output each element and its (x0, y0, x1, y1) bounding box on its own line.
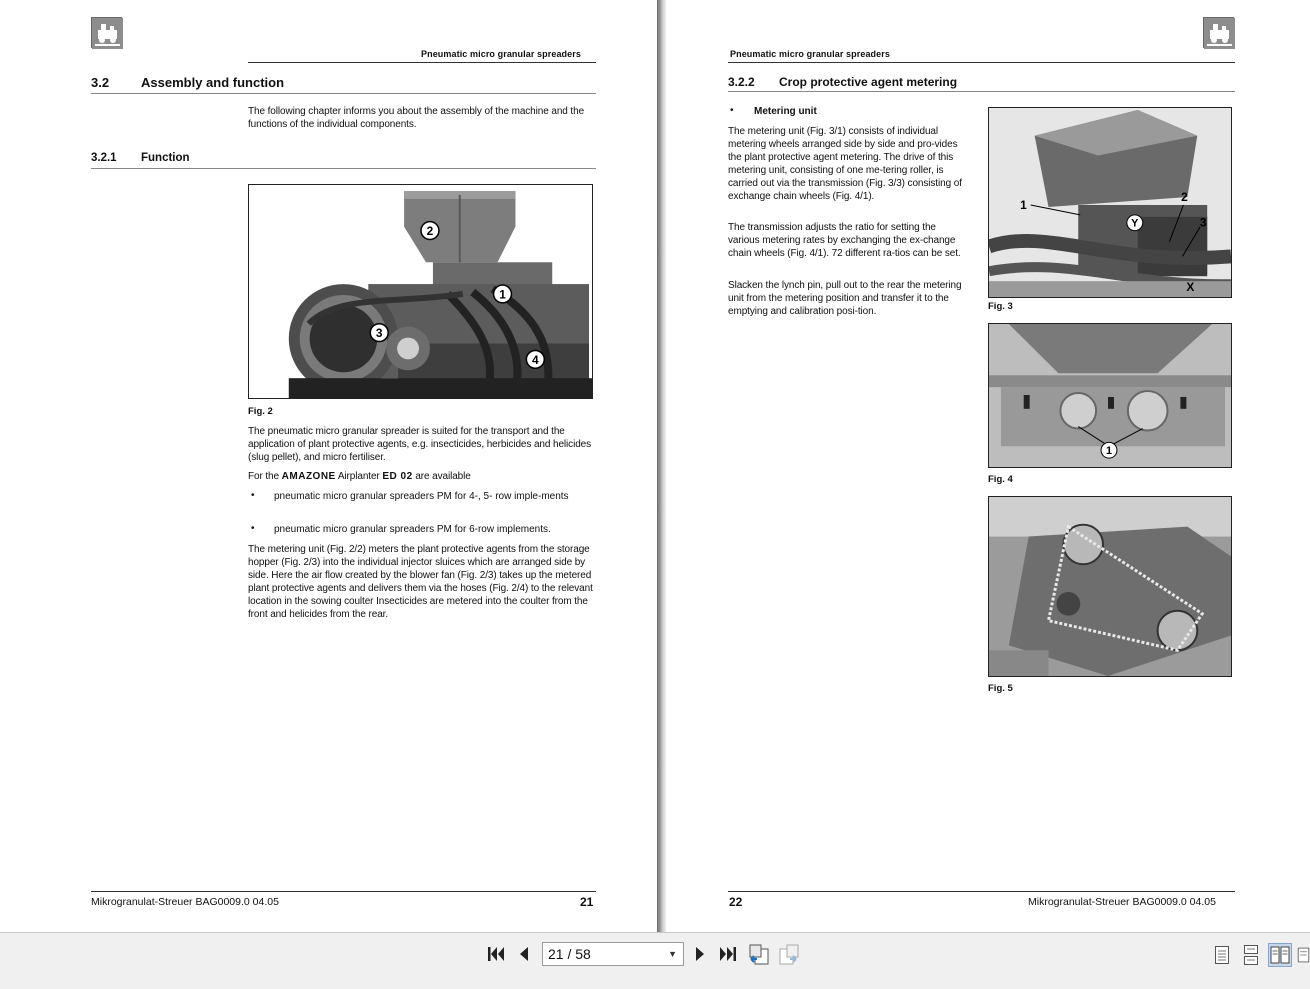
subsection-title: Crop protective agent metering (779, 75, 958, 89)
fig5-caption: Fig. 5 (988, 683, 1013, 694)
para2-suffix: are available (412, 471, 471, 482)
first-page-button[interactable] (486, 943, 506, 965)
next-page-button[interactable] (692, 943, 708, 965)
last-page-icon (719, 946, 737, 962)
callout-3: 3 (375, 326, 383, 341)
subsection-rule (91, 168, 596, 169)
paragraph-2 (248, 471, 598, 484)
page-21 (0, 0, 657, 932)
fig4-caption: Fig. 4 (988, 474, 1013, 485)
subsection-number: 3.2.2 (728, 75, 755, 89)
callout-1: 1 (1105, 445, 1113, 458)
page-number-select[interactable] (542, 942, 684, 966)
callout-3: 3 (1199, 215, 1207, 230)
go-back-icon (748, 943, 770, 965)
para2-model-prefix: Airplanter (335, 471, 383, 482)
callout-1: 1 (499, 287, 506, 302)
bullet-item-2: pneumatic micro granular spreaders PM for 6-row implements. (274, 524, 551, 535)
go-forward-button[interactable] (777, 943, 801, 965)
continuous-view-icon (1243, 945, 1259, 965)
page-display: 21 / 58 (548, 946, 591, 962)
footer-doc-id: Mikrogranulat-Streuer BAG0009.0 04.05 (1028, 896, 1216, 908)
footer-page-number: 21 (580, 895, 594, 909)
callout-4: 4 (532, 352, 539, 367)
header-rule (248, 62, 596, 63)
callout-2: 2 (1181, 190, 1188, 205)
prev-page-button[interactable] (516, 943, 532, 965)
fig2-caption: Fig. 2 (248, 406, 273, 417)
callout-2: 2 (426, 224, 434, 239)
next-page-icon (694, 946, 706, 962)
viewer-toolbar (0, 932, 1310, 989)
go-forward-icon (778, 943, 800, 965)
running-head: Pneumatic micro granular spreaders (730, 49, 890, 59)
fig4-photo (988, 323, 1232, 468)
fig3-photo (988, 107, 1232, 298)
section-number: 3.2 (91, 75, 110, 90)
first-page-icon (487, 946, 505, 962)
callout-1: 1 (1020, 197, 1027, 212)
intro-paragraph: The following chapter informs you about the assembly of the machine and the functions of the individual components. (248, 106, 585, 130)
bullet-title: Metering unit (754, 106, 817, 117)
bullet-dot: • (251, 523, 255, 534)
single-page-view-icon (1214, 945, 1230, 965)
subsection-rule (728, 91, 1235, 92)
prev-page-icon (518, 946, 530, 962)
paragraph-3: Slacken the lynch pin, pull out to the rear the metering unit from the metering position and transfer it to the emptying and calibration posi-tion. (728, 280, 962, 317)
footer-rule (91, 891, 596, 892)
amazone-brand: AMAZONE (281, 471, 336, 482)
callout-y: Y (1131, 217, 1139, 230)
fig2-photo (248, 184, 593, 399)
subsection-number: 3.2.1 (91, 152, 117, 164)
callout-x: X (1186, 280, 1195, 295)
paragraph-2: The transmission adjusts the ratio for setting the various metering rates by exchanging the ex-change chain wheels (Fig. 4/1). 72 different ra-tios can be set. (728, 222, 961, 259)
section-rule (91, 93, 596, 94)
subsection-title: Function (141, 152, 190, 164)
two-page-view-icon (1270, 946, 1290, 964)
fig5-photo (988, 496, 1232, 677)
page-gutter (657, 0, 666, 932)
chevron-down-icon: ▼ (668, 949, 677, 959)
amazone-logo (1203, 17, 1234, 48)
last-page-button[interactable] (718, 943, 738, 965)
section-title: Assembly and function (141, 75, 285, 90)
single-page-view-button[interactable] (1210, 943, 1234, 967)
paragraph-1: The pneumatic micro granular spreader is suited for the transport and the application of plant protective agents, e.g. insecticides, herbicides and helicides (slug pellet), and micro fertiliser. (248, 426, 592, 463)
amazone-logo (91, 17, 122, 48)
paragraph-3: The metering unit (Fig. 2/2) meters the plant protective agents from the storage hopper (Fig. 2/3) into the individual injector sluices which are arranged side by side. Here the air flow created by the blower fan (Fig. 2/3) takes up the metered plant protective agents and delivers them via the hoses (Fig. 2/4) to the relevant location in the sowing coulter Insecticides are metered into the coulter from the front and helicides from the rear. (248, 544, 593, 620)
continuous-view-button[interactable] (1239, 943, 1263, 967)
bullet-dot: • (251, 490, 255, 501)
paragraph-1: The metering unit (Fig. 3/1) consists of individual metering wheels arranged side by side and pro-vides the plant protective agent metering. The drive of this metering unit, consisting of one me-tering roller, is carried out via the transmission (Fig. 3/3) consisting of exchange chain wheels (Fig. 4/1). (728, 126, 962, 202)
header-rule (728, 62, 1235, 63)
fig3-caption: Fig. 3 (988, 301, 1013, 312)
footer-doc-id: Mikrogranulat-Streuer BAG0009.0 04.05 (91, 896, 279, 908)
footer-page-number: 22 (729, 895, 743, 909)
model-name: ED 02 (382, 471, 413, 482)
bullet-item-1: pneumatic micro granular spreaders PM for 4-, 5- row imple-ments (274, 491, 569, 502)
facing-view-icon (1297, 945, 1310, 965)
bullet-dot: • (730, 105, 734, 116)
footer-rule (728, 891, 1235, 892)
page-22 (666, 0, 1310, 932)
running-head: Pneumatic micro granular spreaders (421, 49, 581, 59)
go-back-button[interactable] (747, 943, 771, 965)
facing-view-button[interactable] (1297, 943, 1310, 967)
two-page-view-button[interactable] (1268, 943, 1292, 967)
para2-prefix: For the (248, 471, 282, 482)
